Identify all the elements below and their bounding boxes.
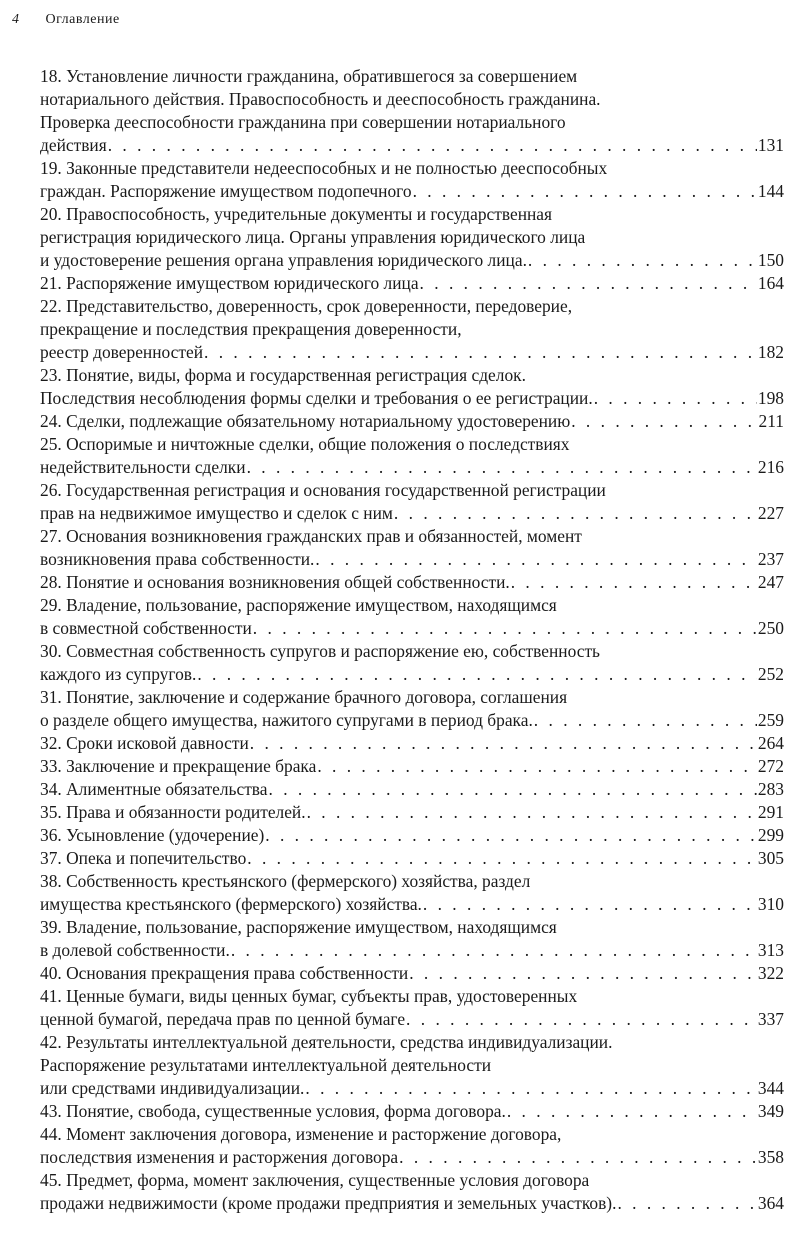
toc-entry-line — [40, 617, 784, 640]
toc-entry-title: 21. Распоряжение имуществом юридического лица — [40, 273, 419, 293]
dot-leader — [316, 755, 757, 778]
dot-leader — [398, 1146, 757, 1169]
toc-entry-line: 23. Понятие, виды, форма и государственная регистрация сделок. — [40, 365, 526, 385]
dot-leader — [510, 571, 757, 594]
dot-leader — [252, 617, 757, 640]
toc-entry-line: Распоряжение результатами интеллектуальной деятельности — [40, 1055, 492, 1075]
toc-entry-line: 22. Представительство, доверенность, срок доверенности, передоверие, — [40, 296, 573, 316]
toc-entry-title: прав на недвижимое имущество и сделок с ним — [40, 503, 393, 523]
toc-entry-line — [40, 709, 784, 732]
toc-entry[interactable] — [40, 295, 784, 364]
toc-entry-line — [40, 548, 784, 571]
toc-entry-title: продажи недвижимости (кроме продажи предприятия и земельных участков). — [40, 1193, 617, 1213]
toc-entry[interactable] — [40, 410, 784, 433]
toc-page-number: 150 — [757, 250, 784, 270]
toc-entry-line — [40, 249, 784, 272]
toc-entry-line — [40, 502, 784, 525]
toc-page-number: 291 — [757, 802, 784, 822]
toc-entry[interactable] — [40, 203, 784, 272]
toc-entry-line: 30. Совместная собственность супругов и распоряжение ею, собственность — [40, 641, 600, 661]
toc-entry-line — [40, 456, 784, 479]
toc-entry-line — [40, 778, 784, 801]
toc-entry[interactable] — [40, 479, 784, 525]
toc-entry-line: 38. Собственность крестьянского (фермерского) хозяйства, раздел — [40, 871, 531, 891]
toc-entry-line: 26. Государственная регистрация и основания государственной регистрации — [40, 480, 606, 500]
toc-entry[interactable] — [40, 801, 784, 824]
toc-page-number: 349 — [757, 1101, 784, 1121]
toc-entry-title: 36. Усыновление (удочерение) — [40, 825, 265, 845]
dot-leader — [527, 249, 757, 272]
toc-entry-line — [40, 755, 784, 778]
toc-page-number: 313 — [757, 940, 784, 960]
toc-page-number: 182 — [757, 342, 784, 362]
toc-entry[interactable] — [40, 1169, 784, 1215]
toc-entry-line — [40, 663, 784, 686]
toc-entry-line — [40, 893, 784, 916]
toc-entry-line — [40, 801, 784, 824]
toc-entry-line: 29. Владение, пользование, распоряжение имуществом, находящимся — [40, 595, 557, 615]
toc-entry-title: 28. Понятие и основания возникновения общей собственности. — [40, 572, 510, 592]
toc-entry-title: 33. Заключение и прекращение брака — [40, 756, 317, 776]
toc-entry[interactable] — [40, 272, 784, 295]
toc-page-number: 227 — [757, 503, 784, 523]
toc-entry-line — [40, 847, 784, 870]
toc-entry-line: 18. Установление личности гражданина, обратившегося за совершением — [40, 66, 578, 86]
toc-entry-line — [40, 571, 784, 594]
toc-page-number: 283 — [757, 779, 784, 799]
toc-page-number: 322 — [757, 963, 784, 983]
toc-entry-title: недействительности сделки — [40, 457, 246, 477]
toc-entry-title: возникновения права собственности. — [40, 549, 315, 569]
page-number: 4 — [12, 12, 20, 27]
page-title: Оглавление — [45, 12, 120, 27]
toc-page-number: 250 — [757, 618, 784, 638]
toc-entry[interactable] — [40, 732, 784, 755]
dot-leader — [246, 456, 757, 479]
toc-entry-title: последствия изменения и расторжения договора — [40, 1147, 399, 1167]
dot-leader — [107, 134, 757, 157]
toc-entry-title: 35. Права и обязанности родителей. — [40, 802, 306, 822]
toc-entry-line: 20. Правоспособность, учредительные документы и государственная — [40, 204, 553, 224]
toc-entry-title: 40. Основания прекращения права собственности — [40, 963, 409, 983]
dot-leader — [593, 387, 757, 410]
dot-leader — [506, 1100, 757, 1123]
toc-entry[interactable] — [40, 916, 784, 962]
toc-entry-line: Проверка дееспособности гражданина при совершении нотариального — [40, 112, 566, 132]
toc-entry[interactable] — [40, 824, 784, 847]
toc-entry[interactable] — [40, 778, 784, 801]
toc-entry-title: ценной бумагой, передача прав по ценной бумаге — [40, 1009, 406, 1029]
dot-leader — [306, 801, 757, 824]
running-head — [12, 12, 120, 28]
toc-entry-line — [40, 410, 784, 433]
dot-leader — [203, 341, 757, 364]
toc-page-number: 252 — [757, 664, 784, 684]
dot-leader — [533, 709, 757, 732]
toc-entry[interactable] — [40, 640, 784, 686]
dot-leader — [616, 1192, 756, 1215]
toc-entry-title: реестр доверенностей — [40, 342, 204, 362]
toc-entry-title: действия — [40, 135, 107, 155]
toc-entry-line: регистрация юридического лица. Органы управления юридического лица — [40, 227, 586, 247]
toc-entry-line: 27. Основания возникновения гражданских прав и обязанностей, момент — [40, 526, 582, 546]
dot-leader — [264, 824, 757, 847]
toc-entry[interactable] — [40, 686, 784, 732]
dot-leader — [196, 663, 757, 686]
toc-entry[interactable] — [40, 571, 784, 594]
toc-entry[interactable] — [40, 755, 784, 778]
toc-page-number: 272 — [757, 756, 784, 776]
toc-entry-line: 45. Предмет, форма, момент заключения, существенные условия договора — [40, 1170, 590, 1190]
toc-page-number: 216 — [757, 457, 784, 477]
toc-entry-line — [40, 341, 784, 364]
toc-entry-line: 41. Ценные бумаги, виды ценных бумаг, субъекты прав, удостоверенных — [40, 986, 578, 1006]
toc-page-number: 344 — [757, 1078, 784, 1098]
toc-entry[interactable] — [40, 594, 784, 640]
dot-leader — [314, 548, 757, 571]
toc-entry[interactable] — [40, 157, 784, 203]
toc-entry-title: в совместной собственности — [40, 618, 252, 638]
dot-leader — [304, 1077, 757, 1100]
toc-page-number: 211 — [758, 411, 784, 431]
toc-entry-line: 44. Момент заключения договора, изменение и расторжение договора, — [40, 1124, 562, 1144]
toc-entry-title: и удостоверение решения органа управления юридического лица. — [40, 250, 527, 270]
dot-leader — [405, 1008, 757, 1031]
toc-page-number: 337 — [757, 1009, 784, 1029]
toc-entry-line — [40, 1077, 784, 1100]
dot-leader — [393, 502, 757, 525]
toc-page-number: 264 — [757, 733, 784, 753]
toc-entry[interactable] — [40, 847, 784, 870]
toc-entry-line: 19. Законные представители недееспособных и не полностью дееспособных — [40, 158, 608, 178]
toc-entry-title: или средствами индивидуализации. — [40, 1078, 305, 1098]
toc-entry-title: о разделе общего имущества, нажитого супругами в период брака. — [40, 710, 533, 730]
table-of-contents — [40, 65, 784, 1215]
toc-entry-line — [40, 939, 784, 962]
toc-entry[interactable] — [40, 1123, 784, 1169]
toc-page-number: 310 — [757, 894, 784, 914]
dot-leader — [246, 847, 757, 870]
toc-entry-title: 24. Сделки, подлежащие обязательному нотариальному удостоверению — [40, 411, 571, 431]
toc-page-number: 131 — [757, 135, 784, 155]
toc-entry[interactable] — [40, 870, 784, 916]
toc-entry-line — [40, 962, 784, 985]
toc-entry[interactable] — [40, 985, 784, 1031]
toc-entry[interactable] — [40, 433, 784, 479]
toc-entry-line — [40, 1192, 784, 1215]
toc-entry-line: нотариального действия. Правоспособность и дееспособность гражданина. — [40, 89, 601, 109]
toc-entry-line — [40, 1146, 784, 1169]
toc-entry-line: 25. Оспоримые и ничтожные сделки, общие положения о последствиях — [40, 434, 570, 454]
toc-entry-title: в долевой собственности. — [40, 940, 230, 960]
toc-entry-line — [40, 180, 784, 203]
toc-page-number: 259 — [757, 710, 784, 730]
toc-page-number: 358 — [757, 1147, 784, 1167]
toc-page-number: 305 — [757, 848, 784, 868]
toc-entry-title: 34. Алиментные обязательства — [40, 779, 268, 799]
dot-leader — [570, 410, 757, 433]
dot-leader — [422, 893, 757, 916]
toc-entry[interactable] — [40, 1031, 784, 1100]
toc-entry[interactable] — [40, 65, 784, 157]
dot-leader — [419, 272, 757, 295]
toc-page-number: 247 — [757, 572, 784, 592]
toc-entry-line — [40, 387, 784, 410]
toc-entry-title: имущества крестьянского (фермерского) хозяйства. — [40, 894, 422, 914]
toc-page-number: 164 — [757, 273, 784, 293]
toc-entry[interactable] — [40, 962, 784, 985]
toc-entry-line — [40, 824, 784, 847]
toc-entry-title: 43. Понятие, свобода, существенные условия, форма договора. — [40, 1101, 506, 1121]
dot-leader — [230, 939, 757, 962]
toc-entry-line — [40, 1008, 784, 1031]
dot-leader — [268, 778, 757, 801]
dot-leader — [412, 180, 757, 203]
toc-page-number: 198 — [757, 388, 784, 408]
dot-leader — [408, 962, 757, 985]
toc-entry[interactable] — [40, 525, 784, 571]
toc-entry[interactable] — [40, 1100, 784, 1123]
toc-entry-title: 32. Сроки исковой давности — [40, 733, 249, 753]
toc-entry-title: каждого из супругов. — [40, 664, 197, 684]
toc-entry-title: граждан. Распоряжение имуществом подопечного — [40, 181, 412, 201]
toc-page-number: 364 — [757, 1193, 784, 1213]
dot-leader — [249, 732, 757, 755]
toc-entry-line: 39. Владение, пользование, распоряжение имуществом, находящимся — [40, 917, 557, 937]
toc-page-number: 144 — [757, 181, 784, 201]
toc-entry[interactable] — [40, 364, 784, 410]
toc-entry-line — [40, 1100, 784, 1123]
toc-entry-line: прекращение и последствия прекращения доверенности, — [40, 319, 462, 339]
toc-entry-line — [40, 732, 784, 755]
toc-page-number: 299 — [757, 825, 784, 845]
toc-entry-line — [40, 272, 784, 295]
toc-entry-line: 31. Понятие, заключение и содержание брачного договора, соглашения — [40, 687, 568, 707]
toc-page-number: 237 — [757, 549, 784, 569]
toc-entry-title: 37. Опека и попечительство — [40, 848, 247, 868]
toc-entry-line: 42. Результаты интеллектуальной деятельности, средства индивидуализации. — [40, 1032, 613, 1052]
toc-entry-title: Последствия несоблюдения формы сделки и требования о ее регистрации. — [40, 388, 593, 408]
toc-entry-line — [40, 134, 784, 157]
